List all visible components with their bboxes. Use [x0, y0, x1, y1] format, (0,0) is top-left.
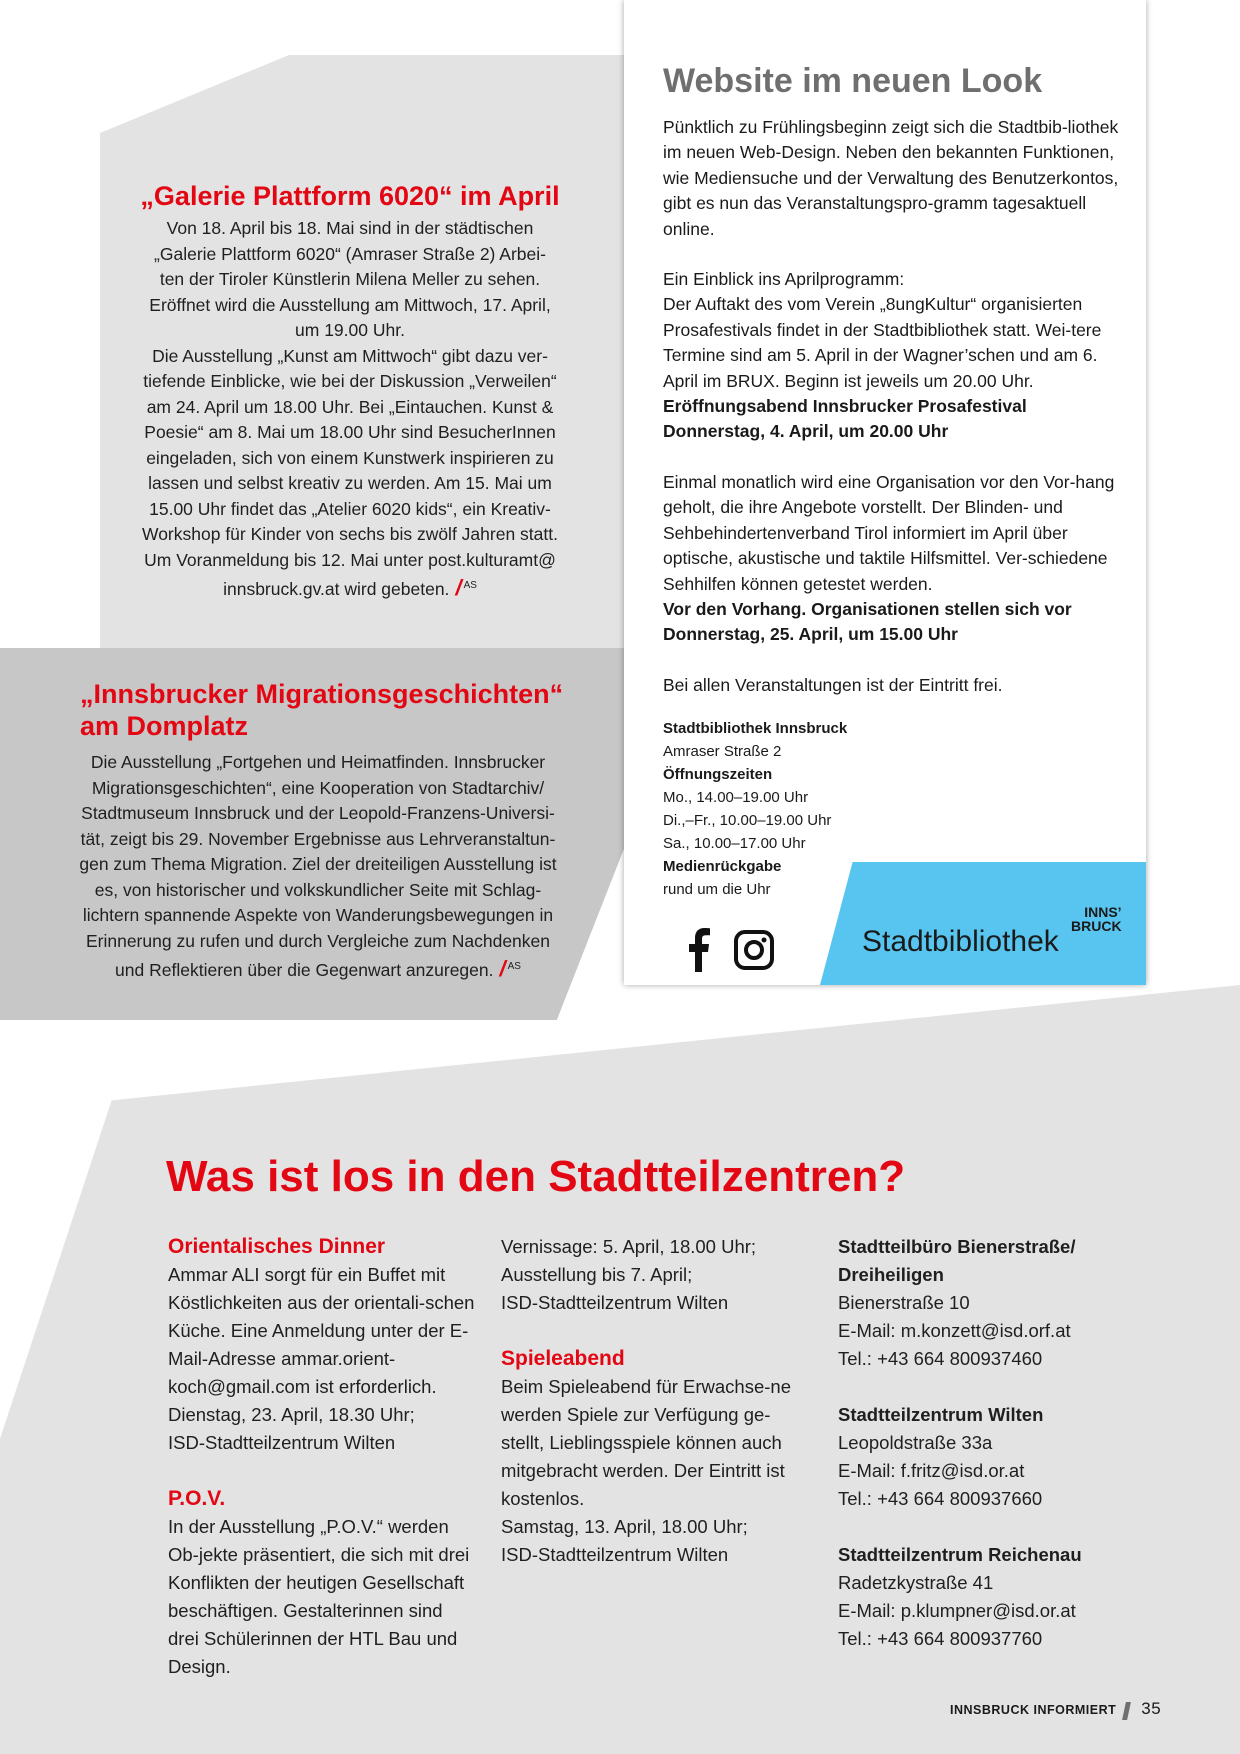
last-line-text: und Reflektieren über die Gegenwart anzuregen.: [115, 959, 494, 980]
library-address: Amraser Straße 2: [663, 743, 782, 760]
magazine-name: INNSBRUCK INFORMIERT: [950, 1703, 1117, 1717]
event-text: Ammar ALI sorgt für ein Buffet mit Köstlichkeiten aus der orientali-schen Küche. Eine Anmeldung unter der E-Mail-Adresse ammar.orient-koch@gmail.com ist erforderlich.: [168, 1264, 475, 1397]
author-tag: AS: [463, 580, 477, 591]
return-text: rund um die Uhr: [663, 881, 771, 898]
article-title: [80, 678, 598, 742]
card-body: [663, 115, 1123, 723]
text-line: lassen und selbst kreativ zu werden. Am 15. Mai um: [148, 473, 552, 493]
event-date: Dienstag, 23. April, 18.30 Uhr;: [168, 1404, 415, 1425]
event-location: ISD-Stadtteilzentrum Wilten: [501, 1292, 729, 1313]
event-text: In der Ausstellung „P.O.V.“ werden Ob-jekte präsentiert, die sich mit drei Konflikten der heutigen Gesellschaft beschäftigen. Gestalterinnen sind drei Schülerinnen der HTL Bau und Design.: [168, 1516, 470, 1677]
column-1: [168, 1233, 478, 1681]
center-address: Leopoldstraße 33a: [838, 1432, 993, 1453]
title-line: am Domplatz: [80, 711, 249, 741]
center-phone: Tel.: +43 664 800937760: [838, 1628, 1043, 1649]
footer-slash-icon: [1122, 1702, 1131, 1720]
text-line: Poesie“ am 8. Mai um 18.00 Uhr sind BesucherInnen: [144, 422, 556, 442]
text-line: Workshop für Kinder von sechs bis zwölf Jahren statt.: [142, 524, 558, 544]
center-name: Stadtteilzentrum Reichenau: [838, 1544, 1082, 1565]
author-tag: AS: [507, 961, 521, 972]
text-line: tät, zeigt bis 29. November Ergebnisse aus Lehrveranstaltun-: [80, 828, 556, 849]
paragraph-body: Einmal monatlich wird eine Organisation vor den Vor-hang geholt, die ihre Angebote vorstellt. Der Blinden- und Sehbehindertenverband Tirol informiert im April über optische, akustische und taktile Hilfsmittel. Ver-schiedene Sehhilfen können getestet werden.: [663, 471, 1115, 594]
center-name: Dreiheiligen: [838, 1264, 944, 1285]
paragraph-body: Der Auftakt des vom Verein „8ungKultur“ organisierten Prosafestivals findet in der Stadtbibliothek statt. Wei-tere Termine sind am 5. April in der Wagner’schen und am 6. April im BRUX. Beginn ist jeweils um 20.00 Uhr.: [663, 294, 1102, 391]
event-heading: P.O.V.: [168, 1487, 226, 1510]
return-label: Medienrückgabe: [663, 858, 782, 875]
event-location: ISD-Stadtteilzentrum Wilten: [168, 1432, 396, 1453]
paragraph: Pünktlich zu Frühlingsbeginn zeigt sich die Stadtbib-liothek im neuen Web-Design. Neben den bekannten Funktionen, wie Mediensuche und der Verwaltung des Benutzerkontos, gibt es nun das Veranstaltungspro-gramm tagesaktuell online.: [663, 117, 1119, 239]
event-heading: Orientalisches Dinner: [168, 1235, 386, 1258]
instagram-icon[interactable]: [734, 930, 774, 970]
column-2: [501, 1233, 811, 1569]
center-email[interactable]: E-Mail: p.klumpner@isd.or.at: [838, 1600, 1076, 1621]
logo-line: INNS’: [1084, 904, 1122, 920]
event-heading: Spieleabend: [501, 1347, 625, 1370]
center-name: Stadtteilbüro Bienerstraße/: [838, 1236, 1076, 1257]
text-line: 15.00 Uhr findet das „Atelier 6020 kids“, ein Kreativ-: [149, 498, 551, 519]
center-email[interactable]: E-Mail: f.fritz@isd.or.at: [838, 1460, 1025, 1481]
event-title: Vor den Vorhang. Organisationen stellen sich vor: [663, 598, 1072, 619]
text-line: Stadtmuseum Innsbruck und der Leopold-Franzens-Universi-: [81, 803, 555, 823]
event-location: ISD-Stadtteilzentrum Wilten: [501, 1544, 729, 1565]
page-footer: [950, 1699, 1161, 1720]
section-title: Was ist los in den Stadtteilzentren?: [166, 1152, 906, 1201]
text-line: Von 18. April bis 18. Mai sind in der städtischen: [166, 218, 534, 238]
facebook-icon[interactable]: [686, 928, 710, 972]
text-line: Erinnerung zu rufen und durch Vergleiche zum Nachdenken: [85, 930, 551, 951]
article-body: [38, 750, 598, 983]
event-text: Beim Spieleabend für Erwachse-ne werden Spiele zur Verfügung ge-stellt, Lieblingsspiele können auch mitgebracht werden. Der Eintritt ist kostenlos.: [501, 1376, 791, 1509]
center-phone: Tel.: +43 664 800937460: [838, 1348, 1043, 1369]
article-migration: [38, 678, 598, 983]
text-line: Die Ausstellung „Fortgehen und Heimatfinden. Innsbrucker: [90, 752, 546, 772]
center-address: Bienerstraße 10: [838, 1292, 970, 1313]
text-line: es, von historischer und volkskundlicher Seite mit Schlag-: [94, 879, 542, 900]
paragraph: [663, 267, 1123, 445]
hours-line: Mo., 14.00–19.00 Uhr: [663, 789, 809, 806]
logo-line: BRUCK: [1071, 918, 1122, 934]
center-address: Radetzkystraße 41: [838, 1572, 994, 1593]
text-line: ten der Tiroler Künstlerin Milena Meller zu sehen.: [159, 269, 541, 289]
hours-label: Öffnungszeiten: [663, 766, 773, 783]
text-line: Um Voranmeldung bis 12. Mai unter post.kulturamt@: [144, 549, 556, 570]
hours-line: Sa., 10.00–17.00 Uhr: [663, 835, 806, 852]
paragraph: Bei allen Veranstaltungen ist der Eintritt frei.: [663, 674, 1003, 695]
page-number: 35: [1141, 1699, 1162, 1718]
event-date: Samstag, 13. April, 18.00 Uhr;: [501, 1516, 748, 1537]
library-name: Stadtbibliothek Innsbruck: [663, 720, 848, 737]
text-line: um 19.00 Uhr.: [295, 320, 405, 340]
stadtbibliothek-card: [624, 0, 1146, 985]
event-date: Ausstellung bis 7. April;: [501, 1264, 693, 1285]
article-title: „Galerie Plattform 6020“ im April: [140, 181, 560, 211]
article-body: [105, 216, 595, 602]
text-line: „Galerie Plattform 6020“ (Amraser Straße 2) Arbei-: [154, 243, 546, 264]
event-date: Donnerstag, 4. April, um 20.00 Uhr: [663, 421, 949, 442]
library-info: [663, 717, 847, 901]
ribbon-text: Stadtbibliothek: [862, 925, 1059, 958]
slash-mark-icon: /: [455, 574, 462, 600]
center-name: Stadtteilzentrum Wilten: [838, 1404, 1044, 1425]
event-title: Eröffnungsabend Innsbrucker Prosafestival: [663, 396, 1027, 417]
text-line: am 24. April um 18.00 Uhr. Bei „Eintauchen. Kunst &: [146, 396, 554, 417]
text-line: tiefende Einblicke, wie bei der Diskussion „Verweilen“: [143, 371, 557, 391]
text-line-last: [38, 954, 598, 983]
innsbruck-logo: [1071, 905, 1122, 933]
center-email[interactable]: E-Mail: m.konzett@isd.orf.at: [838, 1320, 1071, 1341]
event-date: Donnerstag, 25. April, um 15.00 Uhr: [663, 624, 958, 645]
slash-mark-icon: /: [499, 955, 506, 981]
hours-line: Di.,–Fr., 10.00–19.00 Uhr: [663, 812, 832, 829]
card-title: Website im neuen Look: [663, 62, 1043, 100]
title-line: „Innsbrucker Migrationsgeschichten“: [80, 679, 564, 709]
paragraph: [663, 470, 1123, 648]
last-line-text: innsbruck.gv.at wird gebeten.: [223, 578, 450, 599]
paragraph-intro: Ein Einblick ins Aprilprogramm:: [663, 269, 905, 290]
column-3: [838, 1233, 1148, 1653]
event-date: Vernissage: 5. April, 18.00 Uhr;: [501, 1236, 757, 1257]
text-line: Migrationsgeschichten“, eine Kooperation von Stadtarchiv/: [91, 777, 545, 798]
text-line: lichtern spannende Aspekte von Wanderungsbewegungen in: [82, 905, 554, 925]
center-phone: Tel.: +43 664 800937660: [838, 1488, 1043, 1509]
text-line: Eröffnet wird die Ausstellung am Mittwoch, 17. April,: [149, 294, 551, 315]
text-line: gen zum Thema Migration. Ziel der dreiteiligen Ausstellung ist: [79, 854, 557, 874]
text-line: Die Ausstellung „Kunst am Mittwoch“ gibt dazu ver-: [152, 345, 548, 366]
text-line-last: [105, 573, 595, 602]
article-galerie: [105, 180, 595, 602]
text-line: eingeladen, sich von einem Kunstwerk inspirieren zu: [146, 447, 554, 468]
